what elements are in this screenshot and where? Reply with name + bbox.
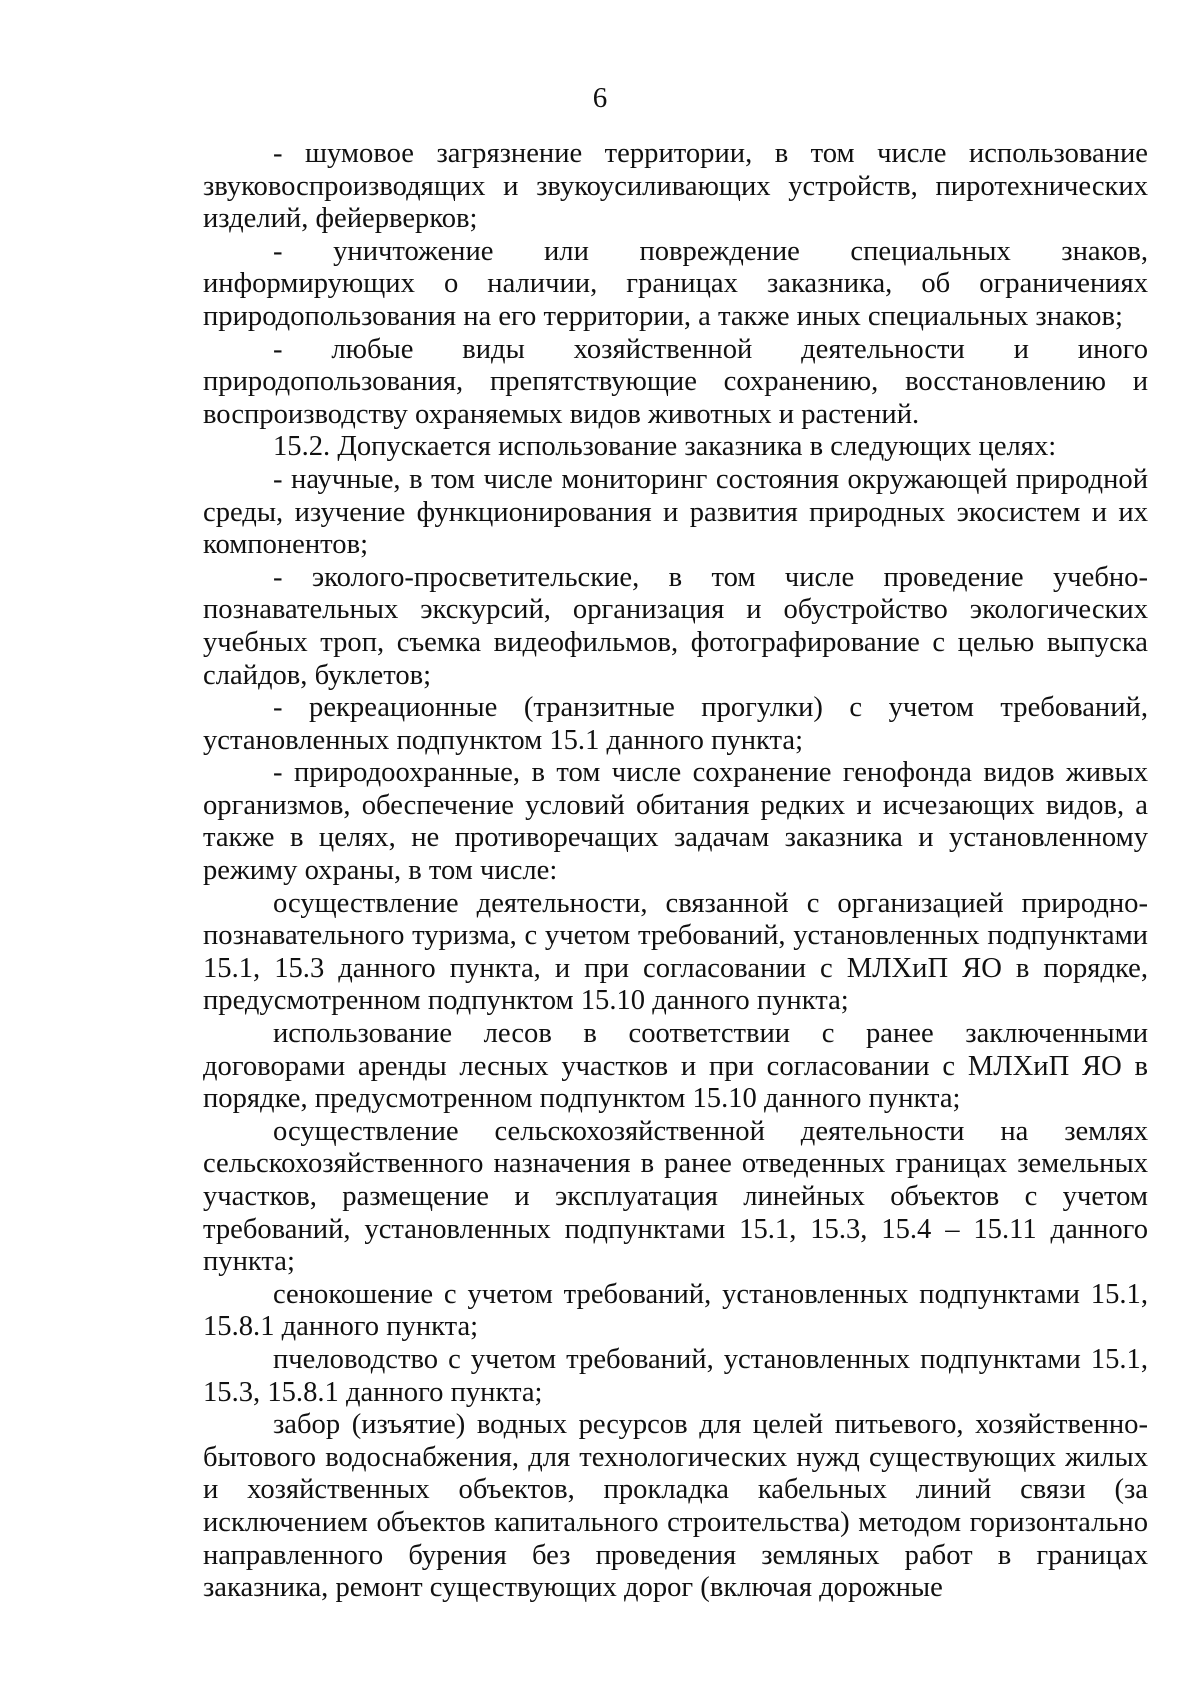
page-number: 6 <box>592 82 608 114</box>
paragraph-beekeeping: пчеловодство с учетом требований, установленных подпунктами 15.1, 15.3, 15.8.1 данного пункта; <box>203 1343 1148 1408</box>
document-body <box>203 138 1148 1605</box>
paragraph-agriculture: осуществление сельскохозяйственной деятельности на землях сельскохозяйственного назначения в ранее отведенных границах земельных участков, размещение и эксплуатация линейных объектов с учетом требований, установленных подпунктами 15.1, 15.3, 15.4 – 15.11 данного пункта; <box>203 1115 1148 1278</box>
paragraph-tourism: осуществление деятельности, связанной с организацией природно-познавательного туризма, с учетом требований, установленных подпунктами 15.1, 15.3 данного пункта, и при согласовании с МЛХиП ЯО в порядке, предусмотренном подпунктом 15.10 данного пункта; <box>203 887 1148 1017</box>
paragraph-section-15-2: 15.2. Допускается использование заказника в следующих целях: <box>273 431 1057 463</box>
paragraph-sign-destruction: - уничтожение или повреждение специальных знаков, информирующих о наличии, границах заказника, об ограничениях природопользования на его территории, а также иных специальных знаков; <box>203 235 1148 332</box>
paragraph-nature-protection: - природоохранные, в том числе сохранение генофонда видов живых организмов, обеспечение условий обитания редких и исчезающих видов, а также в целях, не противоречащих задачам заказника и установленному режиму охраны, в том числе: <box>203 757 1148 887</box>
paragraph-haymaking: сенокошение с учетом требований, установленных подпунктами 15.1, 15.8.1 данного пункта; <box>203 1278 1148 1343</box>
paragraph-recreational: - рекреационные (транзитные прогулки) с учетом требований, установленных подпунктом 15.1 данного пункта; <box>203 692 1148 756</box>
paragraph-water-intake: забор (изъятие) водных ресурсов для целей питьевого, хозяйственно-бытового водоснабжения, для технологических нужд существующих жилых и хозяйственных объектов, прокладка кабельных линий связи (за исключением объектов капитального строительства) методом горизонтально направленного бурения без проведения земляных работ в границах заказника, ремонт существующих дорог (включая дорожные <box>203 1409 1148 1604</box>
paragraph-any-activity: - любые виды хозяйственной деятельности и иного природопользования, препятствующие сохранению, восстановлению и воспроизводству охраняемых видов животных и растений. <box>203 333 1148 430</box>
paragraph-forest-use: использование лесов в соответствии с ранее заключенными договорами аренды лесных участков и при согласовании с МЛХиП ЯО в порядке, предусмотренном подпунктом 15.10 данного пункта; <box>203 1018 1148 1115</box>
paragraph-scientific: - научные, в том числе мониторинг состояния окружающей природной среды, изучение функционирования и развития природных экосистем и их компонентов; <box>203 463 1148 561</box>
paragraph-noise-pollution: - шумовое загрязнение территории, в том числе использование звуковоспроизводящих и звукоусиливающих устройств, пиротехнических изделий, фейерверков; <box>203 138 1148 235</box>
paragraph-ecological-education: - эколого-просветительские, в том числе проведение учебно-познавательных экскурсий, организация и обустройство экологических учебных троп, съемка видеофильмов, фотографирование с целью выпуска слайдов, буклетов; <box>203 561 1148 691</box>
